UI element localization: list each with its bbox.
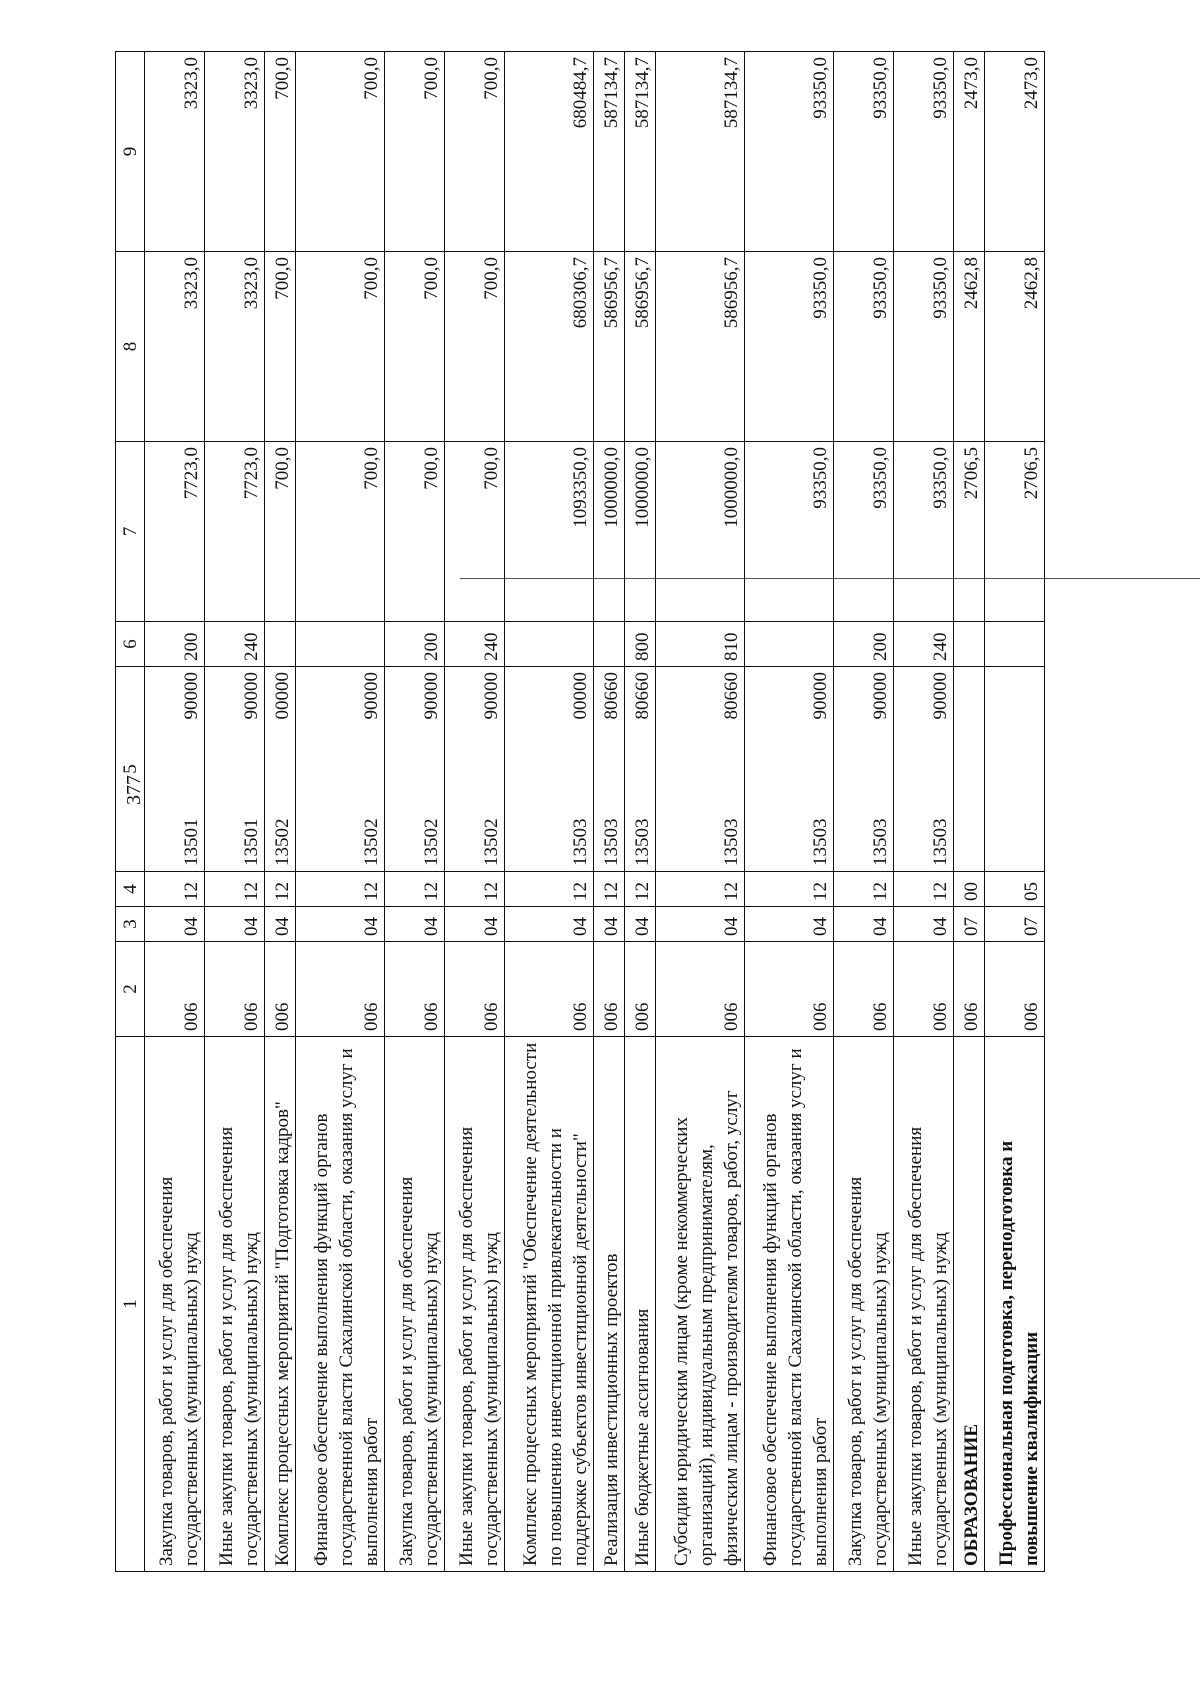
row-code6-cell: 800 [624,622,655,667]
row-name-cell: Иные закупки товаров, работ и услуг для обеспечения государственных (муниципальных) нужд [205,1037,265,1572]
table-row [594,52,625,1572]
row-value7-cell: 2706,5 [954,442,985,622]
code5-direction: 80660 [631,672,653,720]
row-name-cell: Закупка товаров, работ и услуг для обеспечения государственных (муниципальных) нужд [145,1037,205,1572]
code5-pair [479,672,504,866]
code5-direction: 90000 [480,672,502,720]
code5-pair [239,672,264,866]
row-code2-cell: 006 [655,942,744,1037]
row-code3-cell: 04 [624,907,655,942]
row-value9-cell: 2473,0 [984,52,1044,252]
row-code3-cell: 04 [594,907,625,942]
table-row [954,52,985,1572]
row-value8-cell: 93350,0 [834,252,894,442]
row-value9-cell: 3323,0 [145,52,205,252]
header-row [116,52,145,1572]
table-row [444,52,504,1572]
row-code5-cell [984,667,1044,872]
code5-pair [419,672,444,866]
row-name-cell: ОБРАЗОВАНИЕ [954,1037,985,1572]
row-value8-cell: 700,0 [384,252,444,442]
row-code2-cell: 006 [205,942,265,1037]
row-code3-cell: 04 [744,907,833,942]
row-code2-cell: 006 [384,942,444,1037]
row-code3-cell: 04 [894,907,954,942]
row-value8-cell: 3323,0 [205,252,265,442]
row-code3-cell: 04 [834,907,894,942]
row-code2-cell: 006 [504,942,593,1037]
table-row [384,52,444,1572]
row-value9-cell: 700,0 [444,52,504,252]
code5-pair [270,672,295,866]
row-code2-cell: 006 [984,942,1044,1037]
code5-program: 13503 [600,818,622,866]
row-code3-cell: 04 [295,907,384,942]
header-cell: 2 [116,942,145,1037]
table-body [145,52,1045,1572]
row-code6-cell [295,622,384,667]
row-code4-cell: 12 [894,872,954,907]
code5-pair [719,672,744,866]
header-cell: 4 [116,872,145,907]
row-code2-cell: 006 [145,942,205,1037]
row-value7-cell: 7723,0 [145,442,205,622]
row-code2-cell: 006 [894,942,954,1037]
code5-direction: 90000 [930,672,952,720]
row-value9-cell: 587134,7 [594,52,625,252]
code5-direction: 90000 [241,672,262,720]
row-value8-cell: 700,0 [295,252,384,442]
code5-direction: 90000 [870,672,892,720]
row-code2-cell: 006 [265,942,296,1037]
row-code5-cell [894,667,954,872]
row-code6-cell [594,622,625,667]
row-code4-cell: 00 [954,872,985,907]
row-value9-cell: 700,0 [265,52,296,252]
row-code5-cell [744,667,833,872]
row-code6-cell: 240 [444,622,504,667]
code5-program: 13501 [181,818,202,866]
code5-direction: 00000 [570,672,592,720]
page-number: 377 [123,775,145,805]
row-value7-cell: 1093350,0 [504,442,593,622]
row-name-cell: Комплекс процессных мероприятий "Обеспечение деятельности по повышению инвестиционной привлекательности и поддержке субъектов инвестиционной деятельности" [504,1037,593,1572]
row-value9-cell: 700,0 [295,52,384,252]
row-code2-cell: 006 [624,942,655,1037]
row-value7-cell: 700,0 [295,442,384,622]
code5-direction: 90000 [360,672,382,720]
row-code4-cell: 12 [655,872,744,907]
row-code6-cell: 240 [205,622,265,667]
row-code3-cell: 04 [444,907,504,942]
row-value7-cell: 93350,0 [744,442,833,622]
row-code4-cell: 12 [145,872,205,907]
row-code4-cell: 12 [624,872,655,907]
code5-pair [179,672,204,866]
header-cell: 9 [116,52,145,252]
code5-program: 13503 [930,818,952,866]
row-code4-cell: 12 [205,872,265,907]
row-code3-cell: 04 [504,907,593,942]
row-code4-cell: 12 [744,872,833,907]
row-value8-cell: 93350,0 [744,252,833,442]
header-cell: 5 [116,667,145,872]
table-row [265,52,296,1572]
row-value8-cell: 586956,7 [594,252,625,442]
row-value8-cell: 586956,7 [624,252,655,442]
table-row [145,52,205,1572]
row-value8-cell: 700,0 [444,252,504,442]
code5-program: 13502 [480,818,502,866]
code5-pair [568,672,593,866]
row-value7-cell: 93350,0 [834,442,894,622]
row-value8-cell: 680306,7 [504,252,593,442]
row-code3-cell: 04 [265,907,296,942]
row-code5-cell [295,667,384,872]
row-code5-cell [205,667,265,872]
row-value8-cell: 2462,8 [984,252,1044,442]
row-code6-cell: 200 [384,622,444,667]
row-code5-cell [265,667,296,872]
row-code4-cell: 12 [504,872,593,907]
row-code2-cell: 006 [834,942,894,1037]
table-row [834,52,894,1572]
code5-program: 13502 [271,818,293,866]
row-name-cell: Реализация инвестиционных проектов [594,1037,625,1572]
row-code4-cell: 12 [594,872,625,907]
row-code6-cell: 810 [655,622,744,667]
row-value9-cell: 93350,0 [894,52,954,252]
header-cell: 6 [116,622,145,667]
row-name-cell: Финансовое обеспечение выполнения функций органов государственной власти Сахалинской области, оказания услуг и выполнения работ [295,1037,384,1572]
rotated-table-content [115,52,1045,1572]
row-code3-cell: 04 [145,907,205,942]
row-code6-cell [984,622,1044,667]
table-row [984,52,1044,1572]
row-code5-cell [384,667,444,872]
row-value7-cell: 93350,0 [894,442,954,622]
row-value8-cell: 2462,8 [954,252,985,442]
row-value7-cell: 700,0 [265,442,296,622]
code5-program: 13503 [870,818,892,866]
row-name-cell: Финансовое обеспечение выполнения функций органов государственной власти Сахалинской области, оказания услуг и выполнения работ [744,1037,833,1572]
row-code4-cell: 12 [295,872,384,907]
row-code3-cell: 07 [984,907,1044,942]
row-code4-cell: 12 [444,872,504,907]
row-value8-cell: 586956,7 [655,252,744,442]
rotated-table-frame [115,52,1045,1572]
code5-pair [599,672,624,866]
row-code6-cell [504,622,593,667]
row-value8-cell: 93350,0 [894,252,954,442]
code5-direction: 00000 [271,672,293,720]
code5-pair [868,672,893,866]
row-code2-cell: 006 [744,942,833,1037]
row-code4-cell: 05 [984,872,1044,907]
row-code5-cell [834,667,894,872]
code5-pair [359,672,384,866]
row-value9-cell: 3323,0 [205,52,265,252]
row-value7-cell: 1000000,0 [624,442,655,622]
code5-pair [928,672,953,866]
row-code3-cell: 04 [205,907,265,942]
row-name-cell: Иные закупки товаров, работ и услуг для обеспечения государственных (муниципальных) нужд [894,1037,954,1572]
row-value8-cell: 3323,0 [145,252,205,442]
table-row [894,52,954,1572]
row-code5-cell [444,667,504,872]
row-code5-cell [504,667,593,872]
code5-program: 13503 [570,818,592,866]
row-code2-cell: 006 [594,942,625,1037]
table-row [205,52,265,1572]
row-code6-cell [265,622,296,667]
code5-program: 13503 [720,818,742,866]
table-row [744,52,833,1572]
row-value9-cell: 587134,7 [655,52,744,252]
row-value9-cell: 700,0 [384,52,444,252]
row-value7-cell: 700,0 [384,442,444,622]
code5-pair [808,672,833,866]
code5-program: 13502 [420,818,442,866]
row-code2-cell: 006 [444,942,504,1037]
code5-direction: 90000 [810,672,832,720]
row-value9-cell: 93350,0 [834,52,894,252]
row-name-cell: Закупка товаров, работ и услуг для обеспечения государственных (муниципальных) нужд [384,1037,444,1572]
row-code5-cell [594,667,625,872]
row-code2-cell: 006 [954,942,985,1037]
row-code6-cell [744,622,833,667]
row-code4-cell: 12 [265,872,296,907]
row-value7-cell: 2706,5 [984,442,1044,622]
row-name-cell: Иные закупки товаров, работ и услуг для обеспечения государственных (муниципальных) нужд [444,1037,504,1572]
row-value8-cell: 700,0 [265,252,296,442]
row-name-cell: Иные бюджетные ассигнования [624,1037,655,1572]
row-code5-cell [145,667,205,872]
row-value9-cell: 587134,7 [624,52,655,252]
row-code6-cell: 240 [894,622,954,667]
row-code3-cell: 07 [954,907,985,942]
row-name-cell: Закупка товаров, работ и услуг для обеспечения государственных (муниципальных) нужд [834,1037,894,1572]
row-code6-cell: 200 [834,622,894,667]
header-cell: 3 [116,907,145,942]
row-code3-cell: 04 [655,907,744,942]
table-row [504,52,593,1572]
row-name-cell: Субсидии юридическим лицам (кроме некоммерческих организаций), индивидуальным предпринимателям, физическим лицам - производителям товаров, работ, услуг [655,1037,744,1572]
code5-pair [630,672,655,866]
header-cell: 1 [116,1037,145,1572]
budget-table [115,51,1045,1572]
code5-direction: 90000 [420,672,442,720]
row-code5-cell [954,667,985,872]
row-value7-cell: 1000000,0 [594,442,625,622]
row-name-cell: Профессиональная подготовка, переподготовка и повышение квалификации [984,1037,1044,1572]
row-code6-cell [954,622,985,667]
code5-program: 13502 [360,818,382,866]
row-value9-cell: 93350,0 [744,52,833,252]
row-code3-cell: 04 [384,907,444,942]
row-value7-cell: 1000000,0 [655,442,744,622]
header-cell: 7 [116,442,145,622]
row-code5-cell [655,667,744,872]
header-cell: 8 [116,252,145,442]
table-row [295,52,384,1572]
row-code4-cell: 12 [834,872,894,907]
row-value7-cell: 7723,0 [205,442,265,622]
code5-program: 13501 [241,818,262,866]
row-code4-cell: 12 [384,872,444,907]
row-code6-cell: 200 [145,622,205,667]
code5-direction: 80660 [720,672,742,720]
code5-direction: 90000 [181,672,202,720]
code5-program: 13503 [631,818,653,866]
row-name-cell: Комплекс процессных мероприятий "Подготовка кадров" [265,1037,296,1572]
code5-direction: 80660 [600,672,622,720]
row-value7-cell: 700,0 [444,442,504,622]
code5-program: 13503 [810,818,832,866]
row-code5-cell [624,667,655,872]
table-row [655,52,744,1572]
row-value9-cell: 680484,7 [504,52,593,252]
row-value9-cell: 2473,0 [954,52,985,252]
table-row [624,52,655,1572]
row-code2-cell: 006 [295,942,384,1037]
